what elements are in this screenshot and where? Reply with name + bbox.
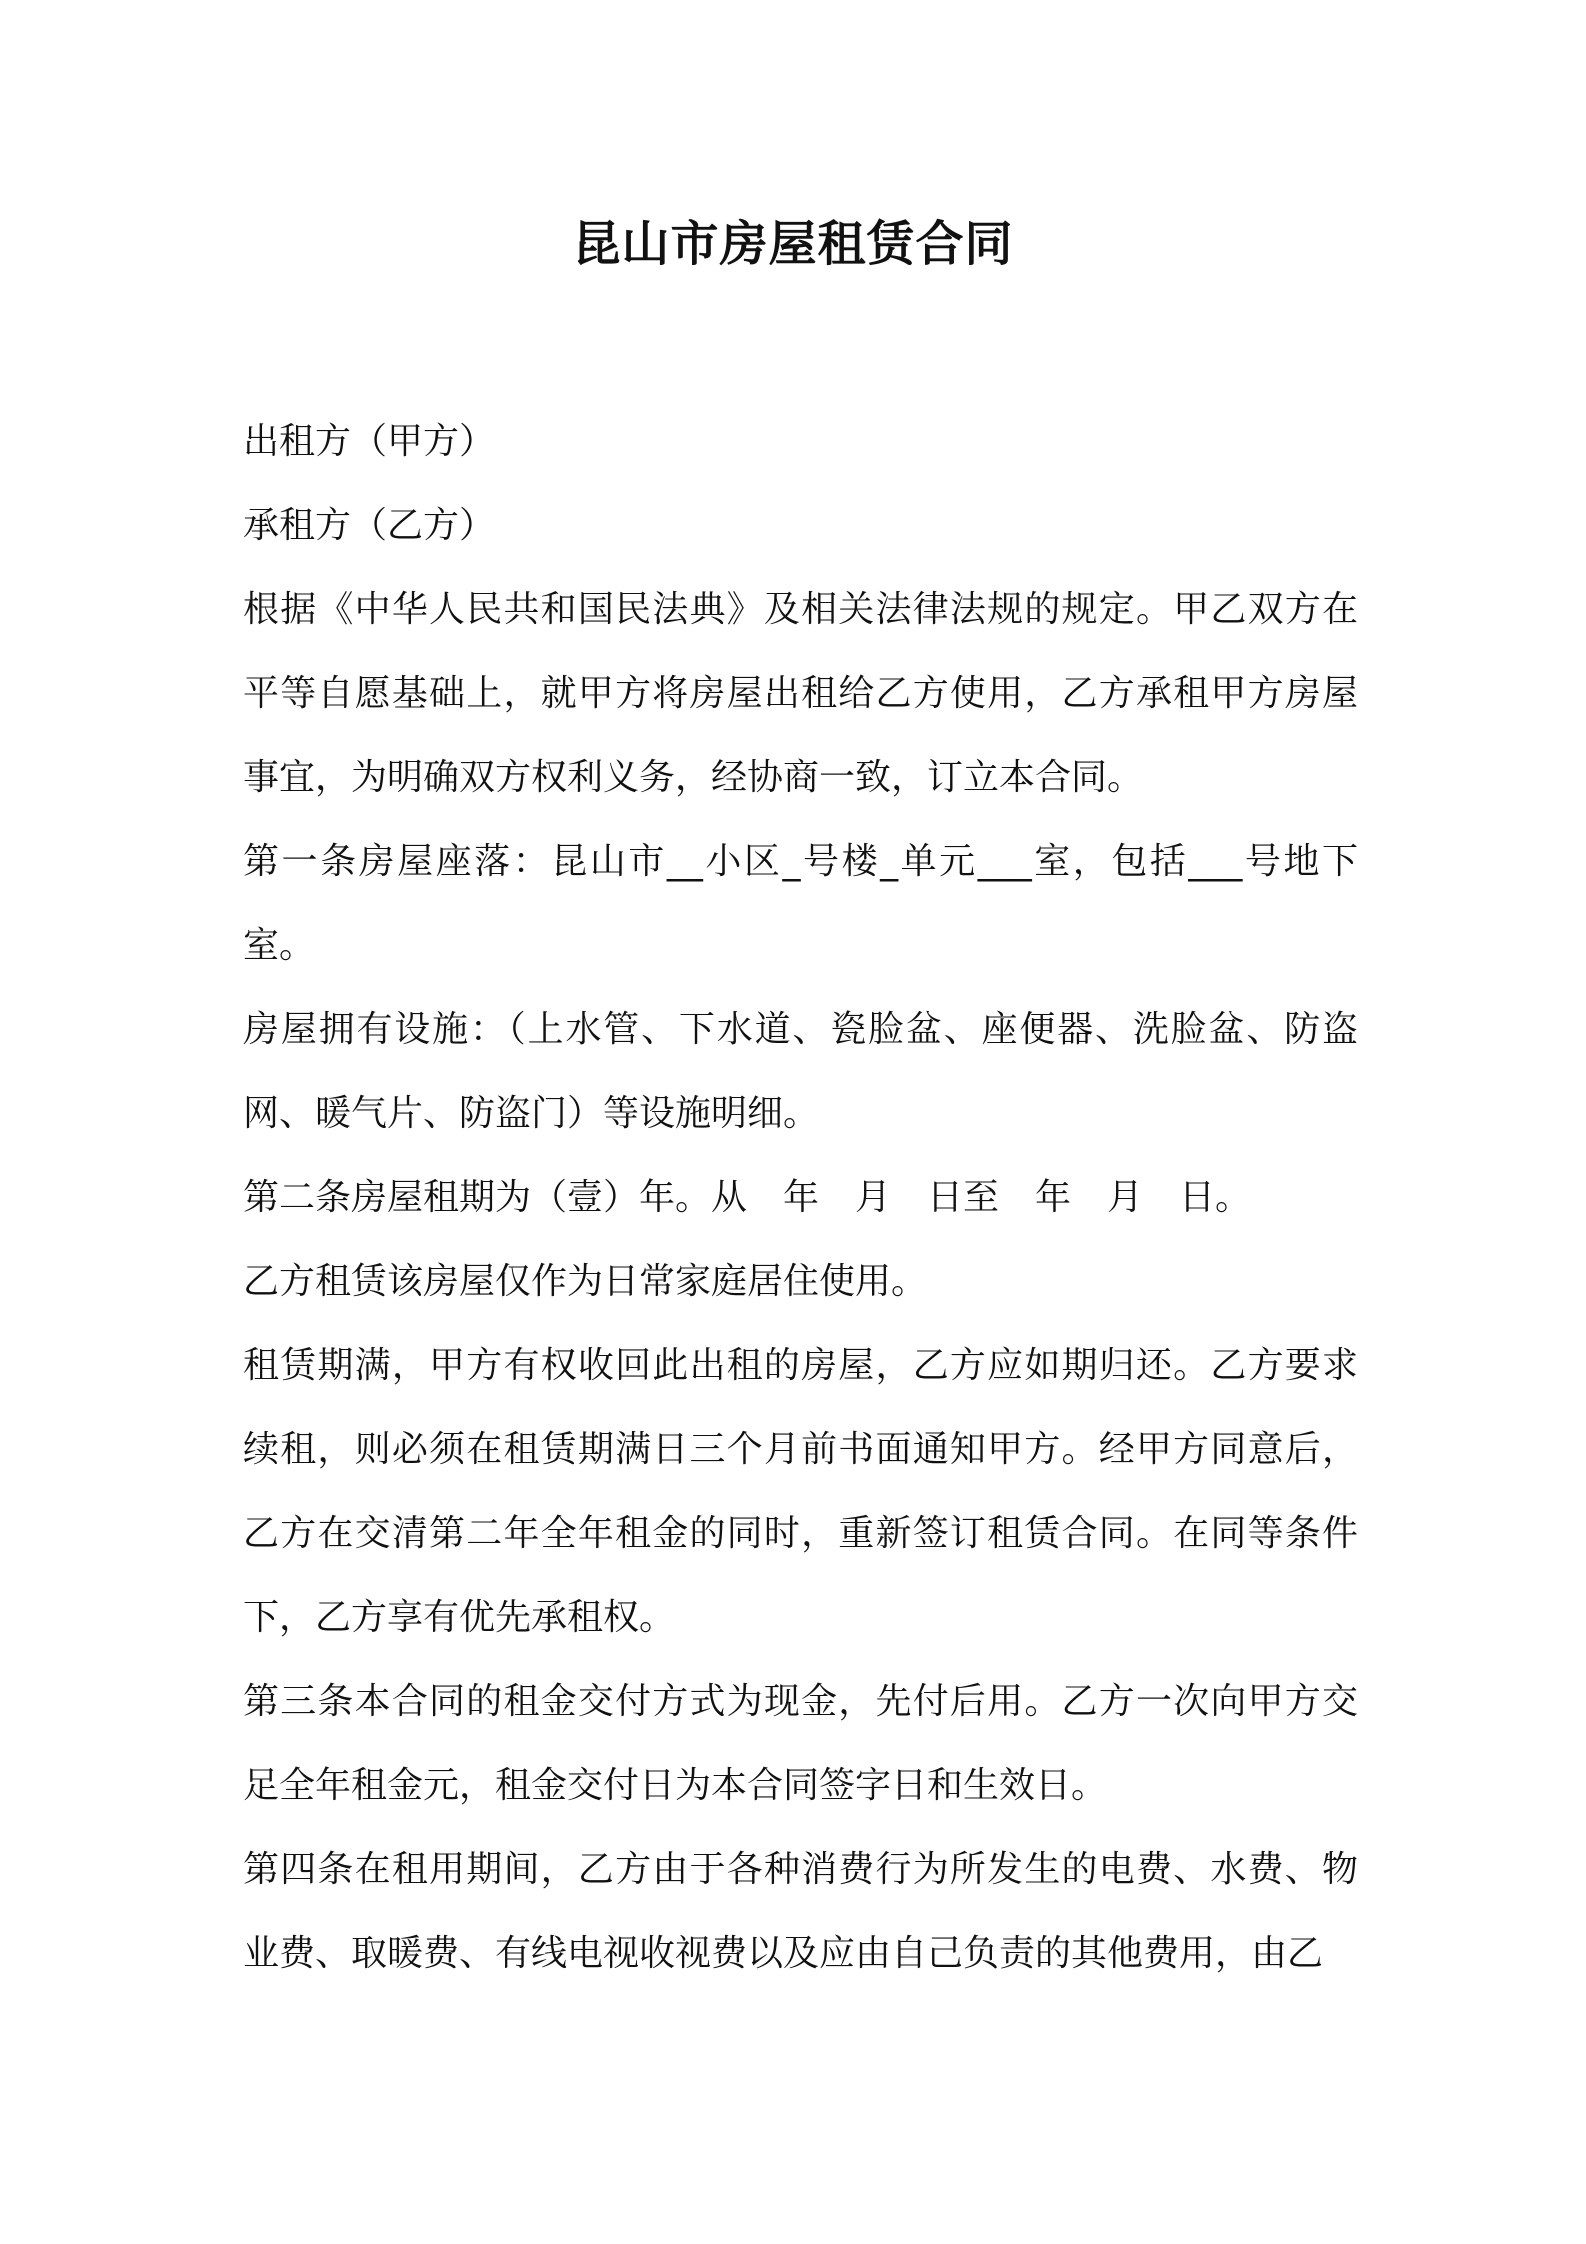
paragraph-article-1-location: 第一条房屋座落：昆山市__小区_号楼_单元___室，包括___号地下室。 [243, 841, 1358, 966]
paragraph-article-2-term: 第二条房屋租期为（壹）年。从 年 月 日至 年 月 日。 [243, 1177, 1252, 1218]
paragraph-usage: 乙方租赁该房屋仅作为日常家庭居住使用。 [243, 1261, 928, 1302]
paragraph-lessee: 承租方（乙方） [243, 505, 496, 546]
paragraph-article-3-payment: 第三条本合同的租金交付方式为现金，先付后用。乙方一次向甲方交足全年租金元，租金交付日为本合同签字日和生效日。 [243, 1681, 1358, 1806]
paragraph-preamble: 根据《中华人民共和国民法典》及相关法律法规的规定。甲乙双方在平等自愿基础上，就甲方将房屋出租给乙方使用，乙方承租甲方房屋事宜，为明确双方权利义务，经协商一致，订立本合同。 [243, 589, 1358, 798]
paragraph-facilities: 房屋拥有设施：（上水管、下水道、瓷脸盆、座便器、洗脸盆、防盗网、暖气片、防盗门）等设施明细。 [243, 1009, 1358, 1134]
contract-body [243, 400, 1358, 1996]
document-title: 昆山市房屋租赁合同 [572, 216, 1014, 272]
paragraph-article-4-fees: 第四条在租用期间，乙方由于各种消费行为所发生的电费、水费、物业费、取暖费、有线电视收视费以及应由自己负责的其他费用，由乙 [243, 1849, 1358, 1974]
paragraph-lessor: 出租方（甲方） [243, 421, 496, 462]
paragraph-renewal: 租赁期满，甲方有权收回此出租的房屋，乙方应如期归还。乙方要求续租，则必须在租赁期满日三个月前书面通知甲方。经甲方同意后，乙方在交清第二年全年租金的同时，重新签订租赁合同。在同等条件下，乙方享有优先承租权。 [243, 1345, 1358, 1638]
